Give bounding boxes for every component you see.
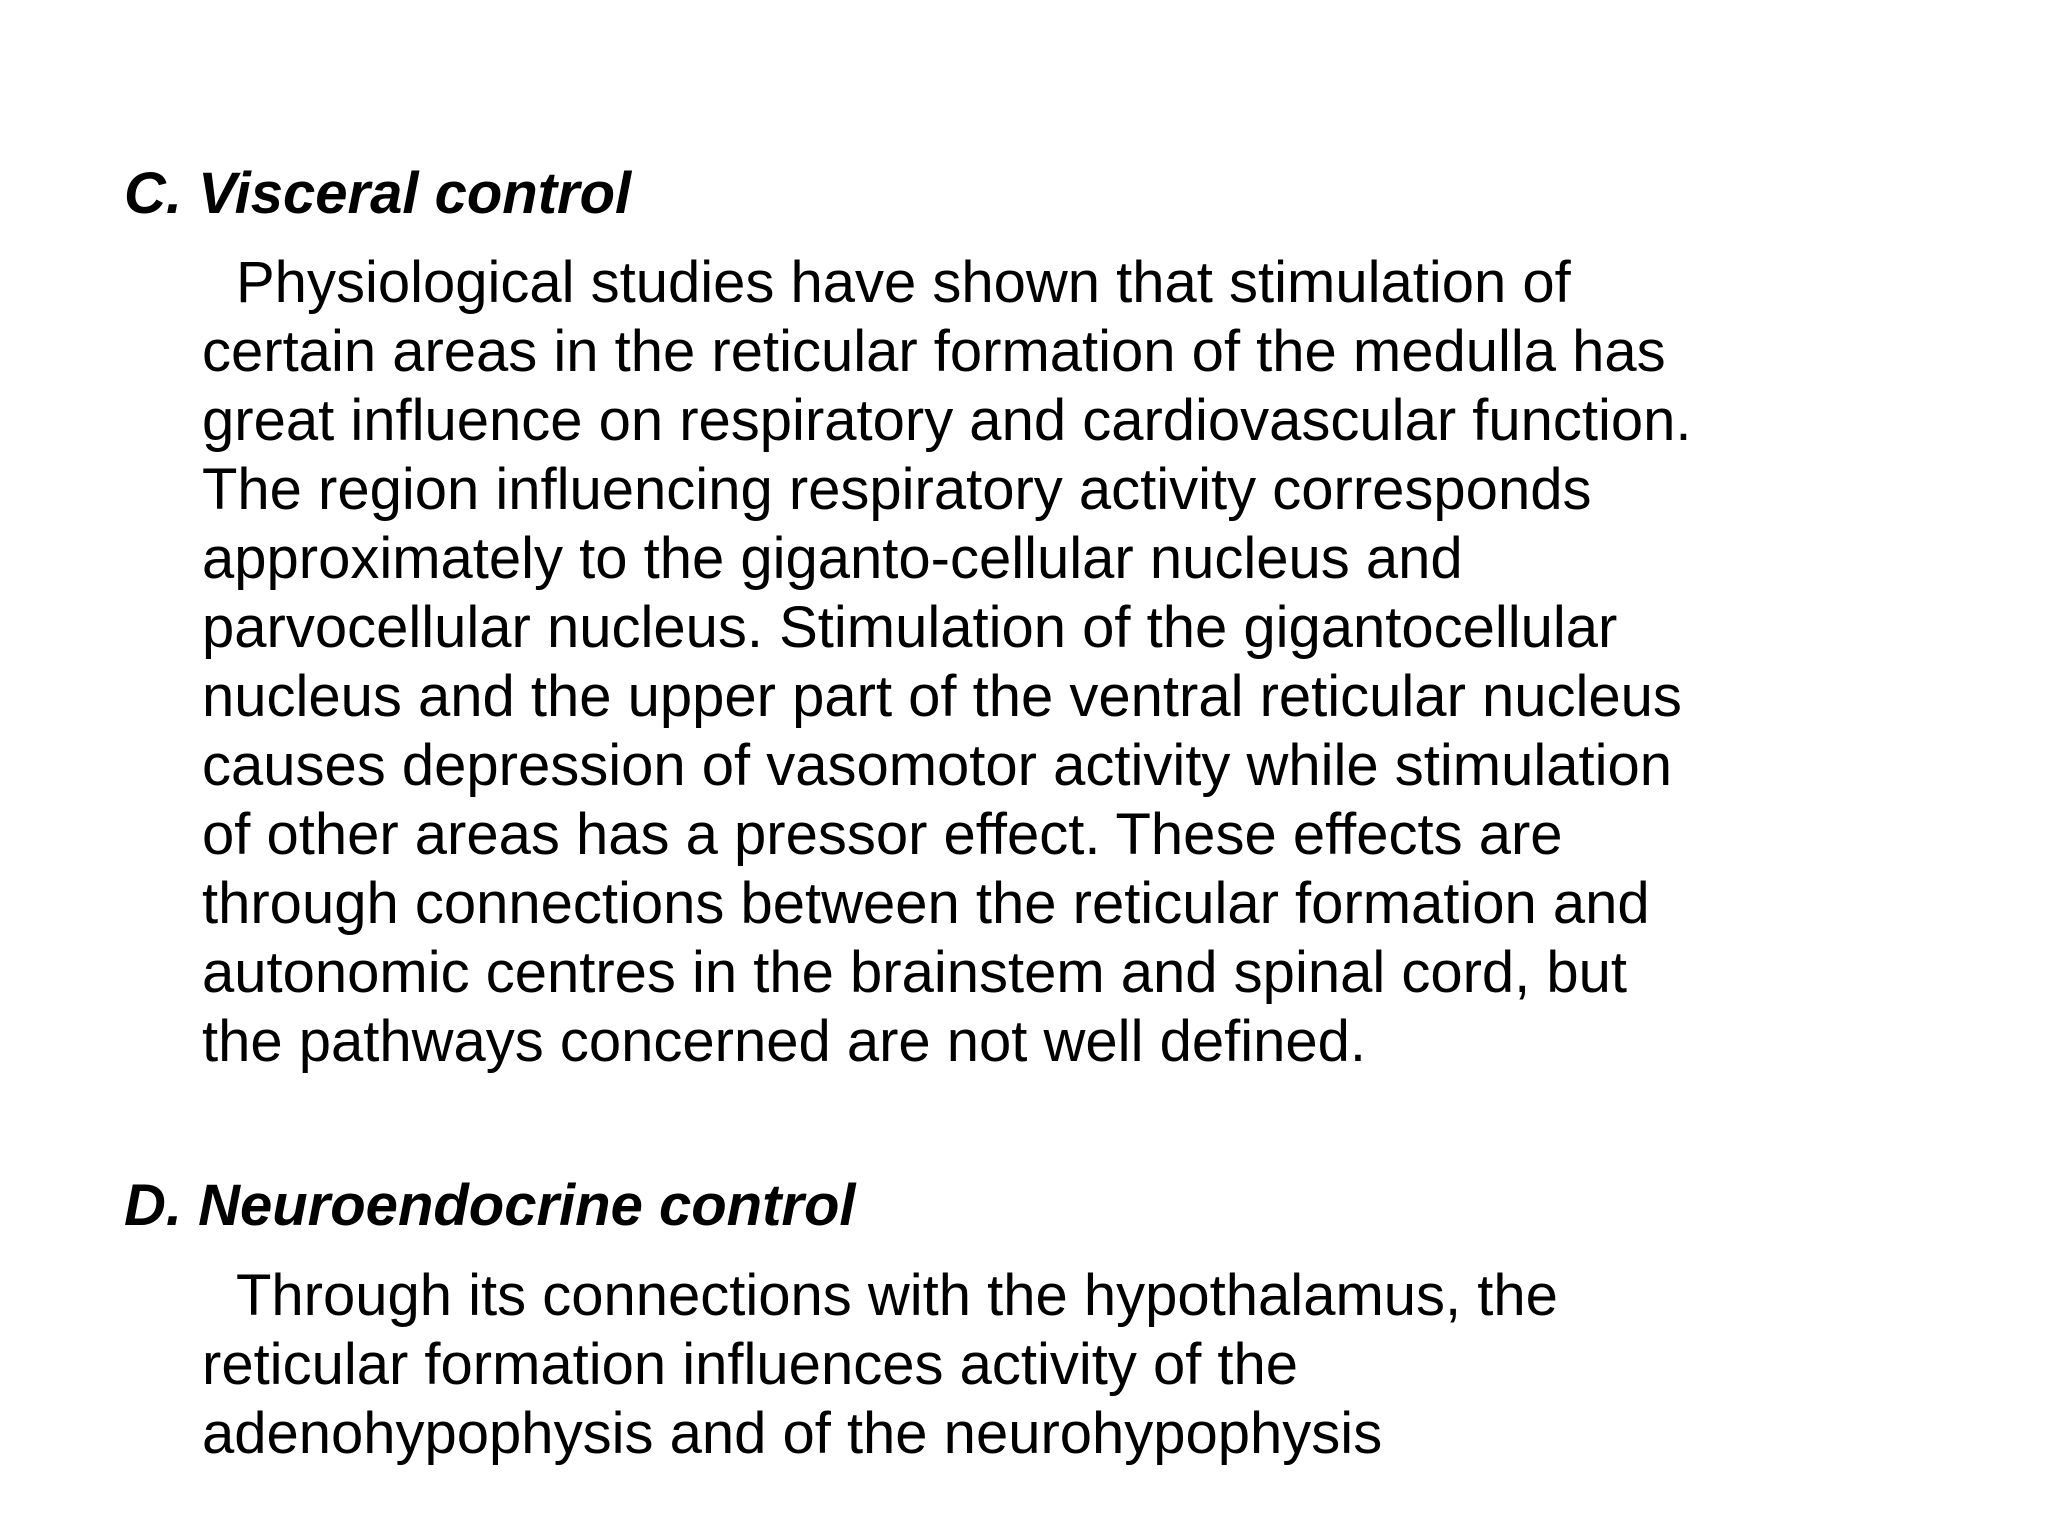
section-heading-neuroendocrine-control: D. Neuroendocrine control	[124, 1173, 856, 1238]
section-body-neuroendocrine-control	[202, 1261, 1962, 1468]
body-line: Through its connections with the hypothalamus, the	[236, 1263, 1558, 1328]
body-line: causes depression of vasomotor activity while stimulation	[202, 733, 1672, 798]
section-body-visceral-control	[202, 248, 1962, 1076]
body-line: approximately to the giganto-cellular nucleus and	[202, 526, 1463, 591]
body-line: the pathways concerned are not well defined.	[202, 1009, 1366, 1074]
body-line: parvocellular nucleus. Stimulation of the gigantocellular	[202, 595, 1618, 660]
section-heading-visceral-control: C. Visceral control	[124, 161, 632, 226]
body-line: nucleus and the upper part of the ventral reticular nucleus	[202, 664, 1682, 729]
body-line: autonomic centres in the brainstem and spinal cord, but	[202, 940, 1628, 1005]
body-line: great influence on respiratory and cardiovascular function.	[202, 388, 1692, 453]
body-line: certain areas in the reticular formation of the medulla has	[202, 319, 1666, 384]
body-line: reticular formation influences activity of the	[202, 1332, 1299, 1397]
body-line: The region influencing respiratory activity corresponds	[202, 457, 1592, 522]
body-line: adenohypophysis and of the neurohypophysis	[202, 1401, 1383, 1466]
body-line: of other areas has a pressor effect. These effects are	[202, 802, 1563, 867]
body-line: Physiological studies have shown that stimulation of	[236, 250, 1571, 315]
body-line: through connections between the reticular formation and	[202, 871, 1650, 936]
